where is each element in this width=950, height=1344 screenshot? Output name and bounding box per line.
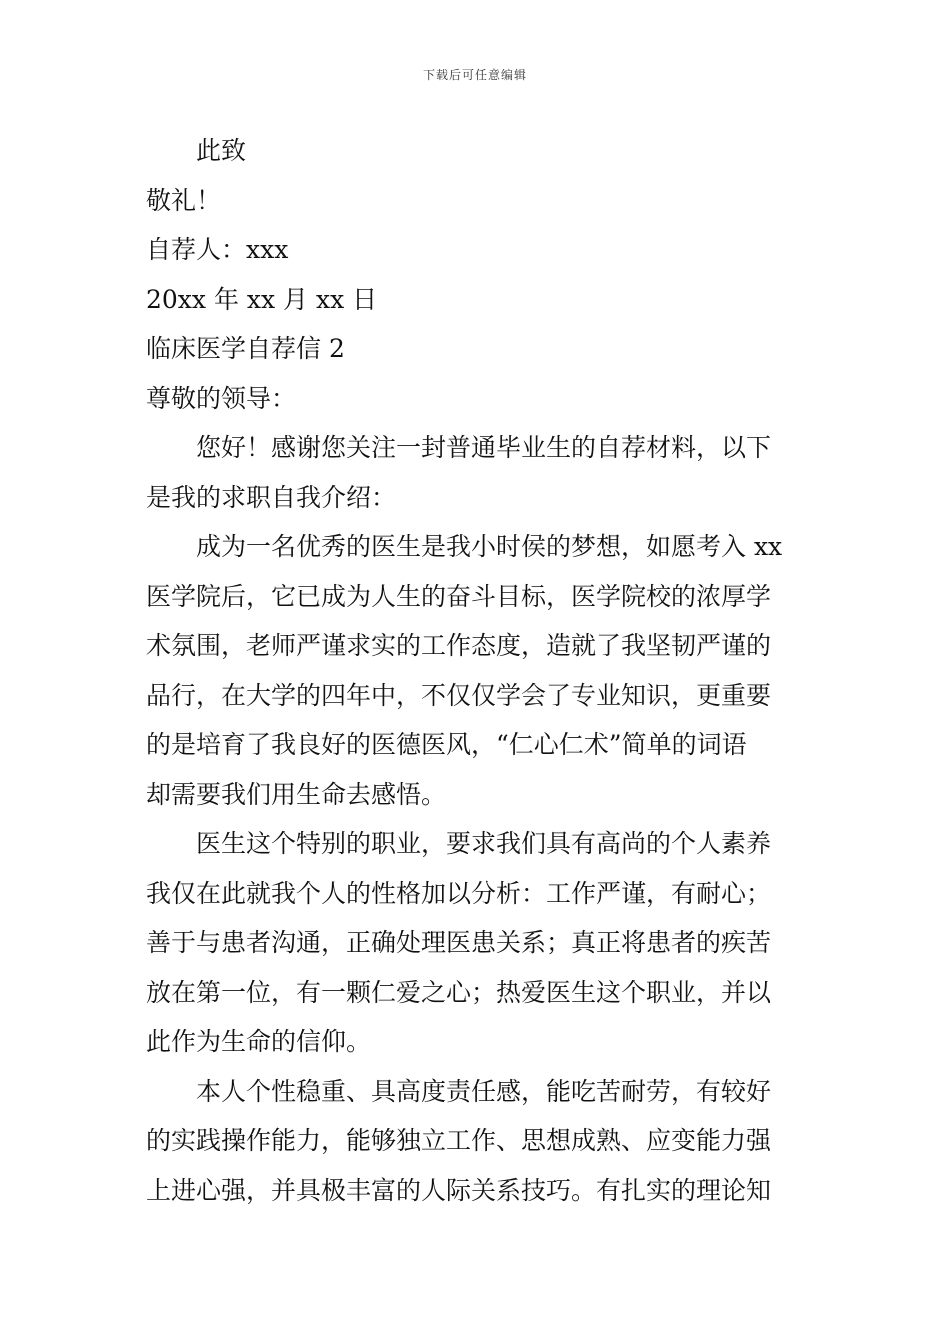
page-header-note: 下载后可任意编辑 xyxy=(422,68,527,82)
paragraph-line: 医学院后，它已成为人生的奋斗目标，医学院校的浓厚学 xyxy=(146,581,772,611)
paragraph-line: 的是培育了我良好的医德医风，“仁心仁术”简单的词语 xyxy=(146,730,747,759)
paragraph-line: 本人个性稳重、具高度责任感，能吃苦耐劳，有较好 xyxy=(196,1076,772,1106)
paragraph-line: 术氛围，老师严谨求实的工作态度，造就了我坚韧严谨的 xyxy=(146,631,772,660)
date-line: 20xx 年 xx 月 xx 日 xyxy=(146,284,378,314)
signature-line: 自荐人：xxx xyxy=(146,235,289,264)
salutation-line: 敬礼！ xyxy=(146,185,222,215)
greeting-line: 尊敬的领导： xyxy=(146,383,297,413)
paragraph-line: 您好！感谢您关注一封普通毕业生的自荐材料，以下 xyxy=(196,433,772,462)
paragraph-line: 善于与患者沟通，正确处理医患关系；真正将患者的疾苦 xyxy=(146,928,772,957)
letter-body xyxy=(146,126,806,1215)
paragraph-line: 医生这个特别的职业，要求我们具有高尚的个人素养 xyxy=(196,829,772,858)
paragraph-line: 上进心强，并具极丰富的人际关系技巧。有扎实的理论知 xyxy=(146,1175,772,1205)
closing-line: 此致 xyxy=(196,136,247,165)
section-title: 临床医学自荐信 2 xyxy=(146,334,345,363)
paragraph-line: 却需要我们用生命去感悟。 xyxy=(146,779,447,809)
paragraph-line: 的实践操作能力，能够独立工作、思想成熟、应变能力强 xyxy=(146,1126,772,1155)
paragraph-line: 是我的求职自我介绍： xyxy=(146,482,397,512)
paragraph-line: 品行，在大学的四年中，不仅仅学会了专业知识，更重要 xyxy=(146,680,772,710)
paragraph-line: 放在第一位，有一颗仁爱之心；热爱医生这个职业，并以 xyxy=(146,977,772,1007)
paragraph-line: 此作为生命的信仰。 xyxy=(146,1027,372,1056)
paragraph-line: 我仅在此就我个人的性格加以分析：工作严谨，有耐心； xyxy=(146,878,772,908)
paragraph-line: 成为一名优秀的医生是我小时侯的梦想，如愿考入 xx xyxy=(196,532,783,561)
